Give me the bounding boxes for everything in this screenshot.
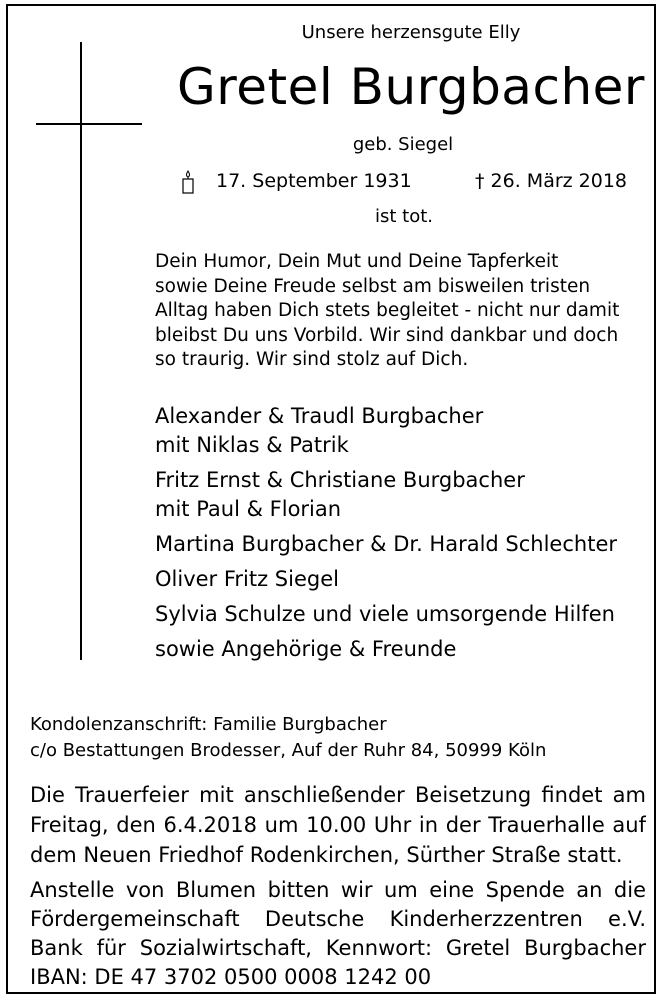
funeral-notice: [30, 780, 646, 870]
mourner-line: Martina Burgbacher & Dr. Harald Schlechter: [155, 532, 617, 556]
mourner-line: sowie Angehörige & Freunde: [155, 637, 457, 661]
mourner-line: Alexander & Traudl Burgbacher: [155, 404, 484, 428]
mourner-line: Fritz Ernst & Christiane Burgbacher: [155, 468, 525, 492]
condolence-address: [30, 712, 546, 764]
donation-line: Fördergemeinschaft Deutsche Kinderherzzentren e.V.: [30, 907, 646, 931]
funeral-line: Die Trauerfeier mit anschließender Beisetzung findet am: [30, 783, 646, 807]
donation-line: Anstelle von Blumen bitten wir um eine Spende an die: [30, 878, 646, 902]
birth-date: 17. September 1931: [216, 170, 412, 192]
death-date: † 26. März 2018: [475, 170, 628, 192]
condolence-line: Kondolenzanschrift: Familie Burgbacher: [30, 714, 387, 735]
poem-line: Dein Humor, Dein Mut und Deine Tapferkeit: [155, 251, 559, 272]
birth-name: geb. Siegel: [352, 134, 454, 155]
donation-notice: [30, 876, 646, 992]
mourner-line: mit Paul & Florian: [155, 497, 342, 521]
funeral-line: Freitag, den 6.4.2018 um 10.00 Uhr in der Trauerhalle auf: [30, 813, 646, 837]
poem-line: bleibst Du uns Vorbild. Wir sind dankbar und doch: [155, 324, 619, 346]
donation-line: Bank für Sozialwirtschaft, Kennwort: Gretel Burgbacher: [30, 936, 646, 960]
condolence-line: c/o Bestattungen Brodesser, Auf der Ruhr 84, 50999 Köln: [30, 740, 547, 761]
donation-iban: IBAN: DE 47 3702 0500 0008 1242 00: [30, 965, 432, 989]
intro-text: Unsere herzensgute Elly: [301, 22, 521, 43]
obituary-frame: [6, 4, 656, 994]
candle-icon: [180, 170, 196, 194]
mourner-line: mit Niklas & Patrik: [155, 433, 349, 457]
mourner-line: Sylvia Schulze und viele umsorgende Hilfen: [155, 602, 615, 626]
funeral-line: dem Neuen Friedhof Rodenkirchen, Sürther Straße statt.: [30, 843, 623, 867]
poem-block: [155, 250, 619, 373]
poem-line: Alltag haben Dich stets begleitet - nicht nur damit: [155, 300, 620, 321]
mourners-list: [155, 404, 617, 672]
deceased-name: Gretel Burgbacher: [177, 58, 645, 116]
mourner-line: Oliver Fritz Siegel: [155, 567, 339, 591]
status-text: ist tot.: [374, 206, 433, 227]
poem-line: so traurig. Wir sind stolz auf Dich.: [155, 349, 469, 370]
cross-icon-bar: [36, 123, 142, 125]
poem-line: sowie Deine Freude selbst am bisweilen tristen: [155, 275, 591, 297]
